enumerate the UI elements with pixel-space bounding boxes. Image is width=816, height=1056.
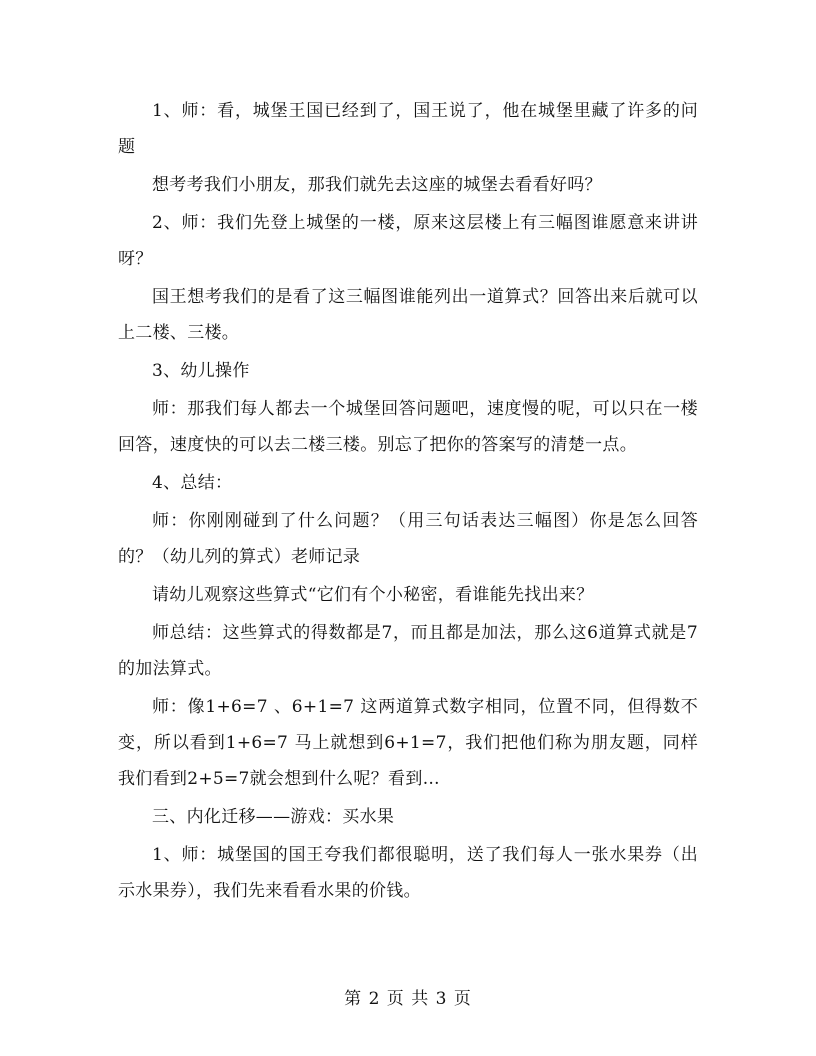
paragraph-3: 2、师：我们先登上城堡的一楼，原来这层楼上有三幅图谁愿意来讲讲呀？ (118, 213, 698, 269)
paragraph-4: 国王想考我们的是看了这三幅图谁能列出一道算式？回答出来后就可以上二楼、三楼。 (118, 287, 698, 343)
paragraph-1: 1、师：看，城堡王国已经到了，国王说了，他在城堡里藏了许多的问题 (118, 101, 698, 157)
paragraph-13: 1、师：城堡国的国王夸我们都很聪明，送了我们每人一张水果券（出示水果券），我们先来看看水果的价钱。 (118, 845, 698, 901)
paragraph-2: 想考考我们小朋友，那我们就先去这座的城堡去看看好吗？ (152, 175, 602, 195)
paragraph-11: 师：像1+6=7 、6+1=7 这两道算式数字相同，位置不同，但得数不变，所以看到1+6=7 马上就想到6+1=7，我们把他们称为朋友题，同样我们看到2+5=7就会想到什么呢？看到… (118, 697, 698, 789)
page-number-footer: 第 2 页 共 3 页 (344, 989, 472, 1009)
paragraph-5: 3、幼儿操作 (152, 361, 250, 381)
paragraph-8: 师：你刚刚碰到了什么问题？（用三句话表达三幅图）你是怎么回答的？（幼儿列的算式）老师记录 (118, 511, 698, 567)
paragraph-7: 4、总结： (152, 473, 233, 493)
paragraph-9: 请幼儿观察这些算式“它们有个小秘密，看谁能先找出来？ (152, 585, 594, 605)
paragraph-10: 师总结：这些算式的得数都是7，而且都是加法，那么这6道算式就是7的加法算式。 (118, 623, 698, 679)
document-body (118, 93, 698, 911)
paragraph-12: 三、内化迁移——游戏：买水果 (152, 807, 395, 827)
paragraph-6: 师：那我们每人都去一个城堡回答问题吧，速度慢的呢，可以只在一楼回答，速度快的可以去二楼三楼。别忘了把你的答案写的清楚一点。 (118, 399, 698, 455)
